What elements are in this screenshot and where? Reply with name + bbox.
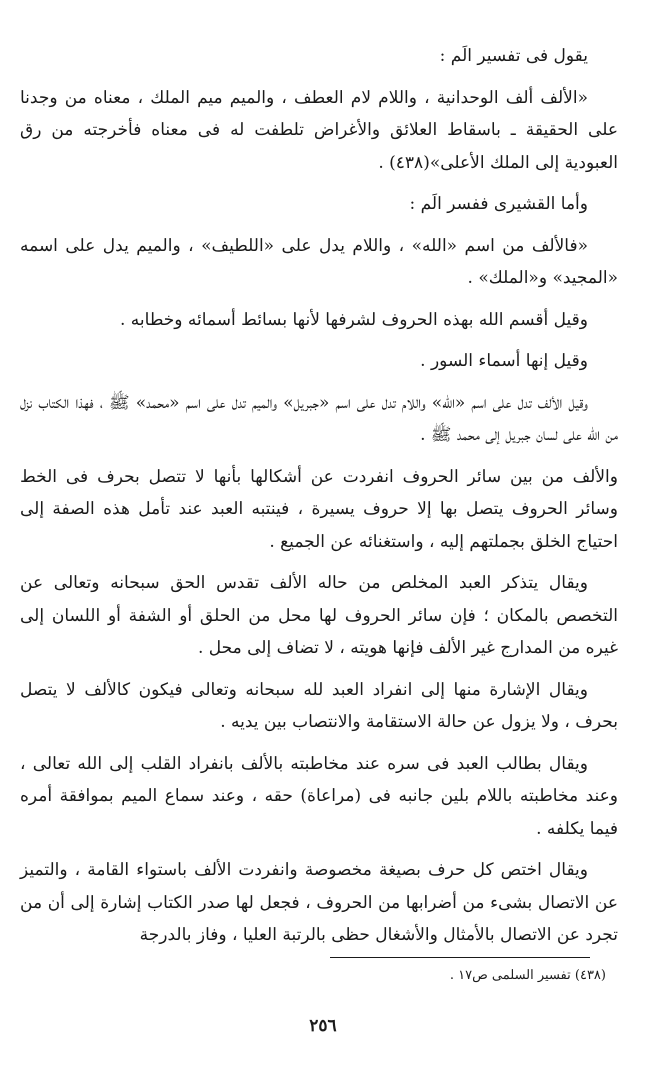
paragraph-10: ويقال الإشارة منها إلى انفراد العبد لله سبحانه وتعالى فيكون كالألف لا يتصل بحرف ، ولا يزول عن حالة الاستقامة والانتصاب بين يديه . (20, 679, 618, 732)
paragraph-1: يقول فى تفسير الَم : (439, 46, 588, 66)
paragraph-6: وقيل إنها أسماء السور . (420, 351, 588, 371)
page-number: ٢٥٦ (309, 1016, 337, 1036)
paragraph-7: وقيل الألف تدل على اسم «الله» واللام تدل على اسم «جبريل» والميم تدل على اسم «محمد» ﷺ ، فهذا الكتاب نزل من الله على لسان جبريل إلى محمد ﷺ . (20, 392, 618, 445)
paragraph-11: ويقال بطالب العبد فى سره عند مخاطبته بالألف بانفراد القلب إلى الله تعالى ، وعند مخاطبته باللام بلين جانبه فى (مراعاة) حقه ، وعند سماع الميم بموافقة أمره فيما يكلفه . (20, 753, 618, 839)
paragraph-4: «فالألف من اسم «الله» ، واللام يدل على «اللطيف» ، والميم يدل على اسمه «المجيد» و«الملك» . (20, 235, 618, 288)
paragraph-8: والألف من بين سائر الحروف انفردت عن أشكالها بأنها لا تتصل بحرف فى الخط وسائر الحروف يتصل بها إلا حروف يسيرة ، فينتبه العبد عند تأمل هذه الصفة إلى احتياج الخلق بجملتهم إليه ، واستغنائه عن الجميع . (20, 466, 618, 552)
paragraph-5: وقيل أقسم الله بهذه الحروف لشرفها لأنها بسائط أسمائه وخطابه . (119, 309, 588, 330)
paragraph-3: وأما القشيرى ففسر الَم : (409, 194, 588, 214)
paragraph-9: ويقال يتذكر العبد المخلص من حاله الألف تقدس الحق سبحانه وتعالى عن التخصص بالمكان ؛ فإن سائر الحروف لها محل من الحلق أو الشفة أو اللسان إلى غيره من المدارج غير الألف فإنها هويته ، لا تضاف إلى محل . (20, 573, 618, 658)
paragraph-12: ويقال اختص كل حرف بصيغة مخصوصة وانفردت الألف باستواء القامة ، والتميز عن الاتصال بشىء من أضرابها من الحروف ، فجعل لها صدر الكتاب إشارة إلى أن من تجرد عن الاتصال بالأمثال والأشغال حظى بالرتبة العليا ، وفاز بالدرجة (20, 860, 618, 945)
main-text (20, 40, 618, 961)
footnote: (٤٣٨) تفسير السلمى ص١٧ . (449, 968, 606, 983)
footnote-divider (330, 957, 590, 958)
paragraph-2: «الألف ألف الوحدانية ، واللام لام العطف ، والميم ميم الملك ، معناه من وجدنا على الحقيقة ـ باسقاط العلائق والأغراض تلطفت له فى معناه فأخرجته من رق العبودية إلى الملك الأعلى»(٤٣٨) . (20, 87, 618, 173)
